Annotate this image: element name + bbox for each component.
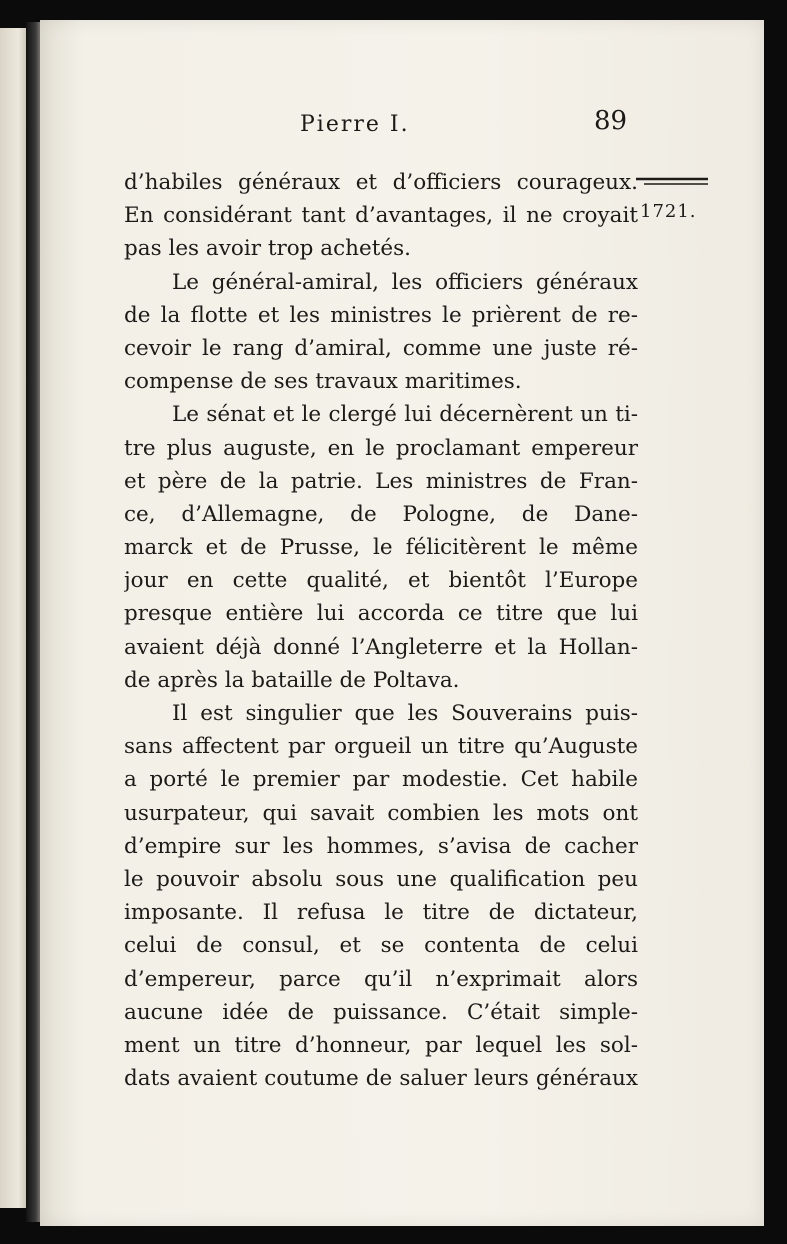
running-head: Pierre I.	[300, 112, 410, 137]
text-line: usurpateur, qui savait combien les mots ont	[124, 800, 638, 826]
text-line: celui de consul, et se contenta de celui	[124, 933, 638, 959]
text-line: ment un titre d’honneur, par lequel les sol-	[124, 1032, 638, 1058]
text-line: avaient déjà donné l’Angleterre et la Hollan-	[124, 634, 638, 660]
text-line: d’empire sur les hommes, s’avisa de cacher	[124, 833, 638, 859]
text-line: Il est singulier que les Souverains puis-	[172, 701, 638, 726]
text-line: tre plus auguste, en le proclamant empereur	[124, 435, 638, 461]
text-line: ce, d’Allemagne, de Pologne, de Dane-	[124, 501, 638, 527]
text-line: le pouvoir absolu sous une qualification peu	[124, 866, 638, 892]
text-line: a porté le premier par modestie. Cet habile	[124, 767, 638, 793]
text-line: de la flotte et les ministres le prièrent de re-	[124, 302, 638, 328]
text-line: Le sénat et le clergé lui décernèrent un ti-	[172, 402, 638, 428]
text-line: pas les avoir trop achetés.	[124, 236, 411, 262]
margin-year-note: 1721.	[640, 201, 697, 222]
text-line: de après la bataille de Poltava.	[124, 667, 460, 693]
text-line: d’habiles généraux et d’officiers courageux.	[124, 170, 638, 195]
text-line: et père de la patrie. Les ministres de Fran-	[124, 468, 638, 494]
page-right-shadow	[764, 18, 787, 1230]
text-line: En considérant tant d’avantages, il ne croyait	[124, 203, 638, 229]
text-line: imposante. Il refusa le titre de dictateur,	[124, 900, 638, 926]
text-line: compense de ses travaux maritimes.	[124, 369, 522, 395]
body-text	[124, 166, 638, 1095]
previous-page-edge	[0, 28, 26, 1208]
text-line: dats avaient coutume de saluer leurs généraux	[124, 1066, 638, 1092]
text-line: d’empereur, parce qu’il n’exprimait alors	[124, 966, 638, 992]
text-line: aucune idée de puissance. C’était simple-	[124, 999, 638, 1025]
margin-rule-mark	[636, 177, 710, 186]
text-line: jour en cette qualité, et bientôt l’Europe	[124, 568, 638, 594]
text-line: marck et de Prusse, le félicitèrent le même	[124, 535, 638, 561]
text-line: sans affectent par orgueil un titre qu’Auguste	[124, 734, 638, 760]
text-line: cevoir le rang d’amiral, comme une juste ré-	[124, 335, 638, 361]
page-number: 89	[594, 106, 628, 136]
text-line: presque entière lui accorda ce titre que lui	[124, 601, 638, 627]
text-line: Le général-amiral, les officiers généraux	[172, 269, 638, 295]
